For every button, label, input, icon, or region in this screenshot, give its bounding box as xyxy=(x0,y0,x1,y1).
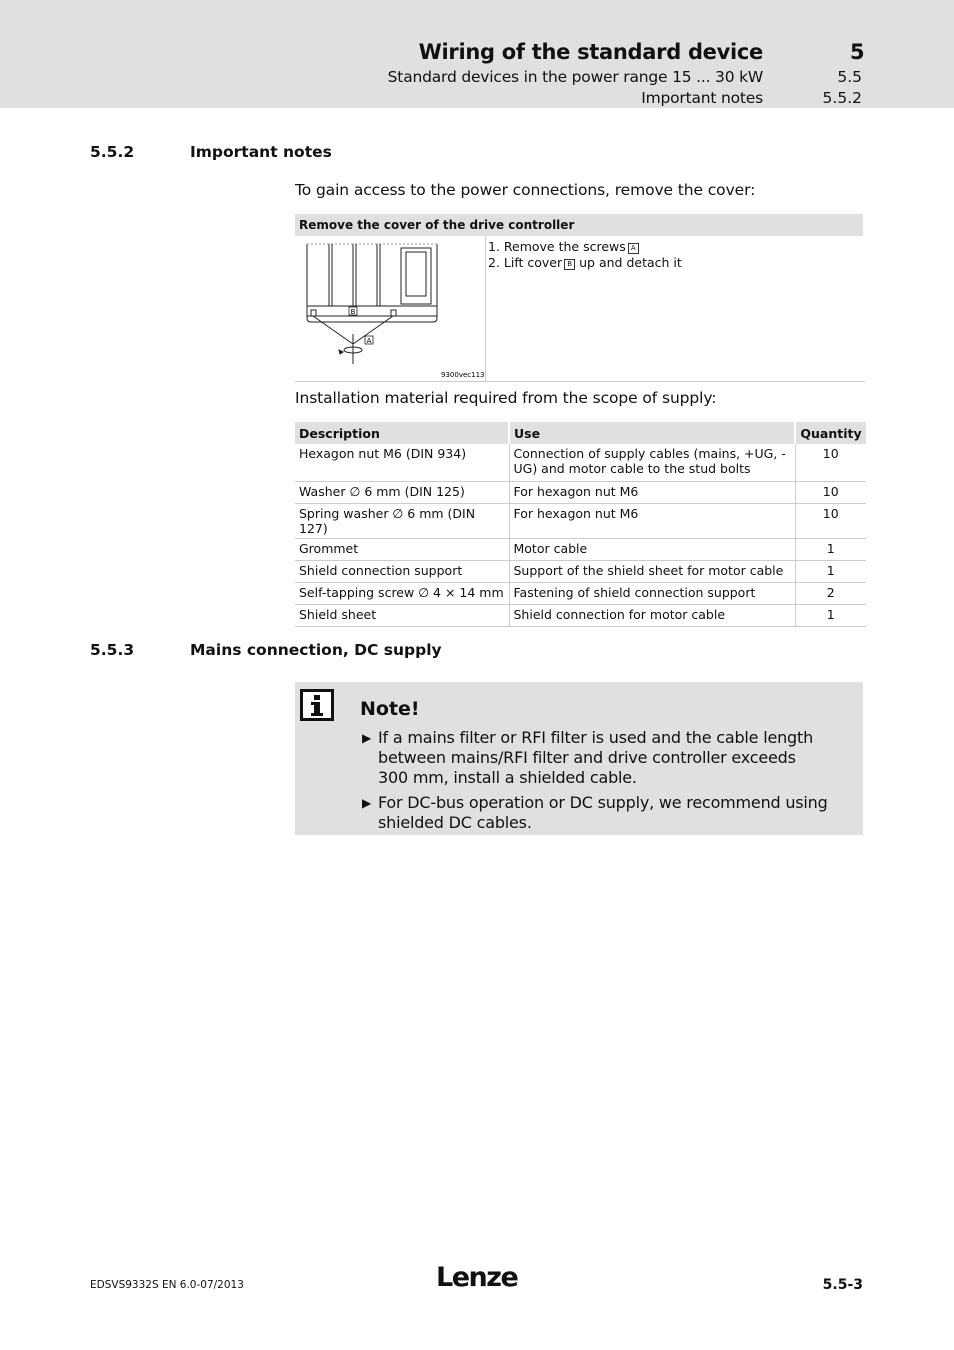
marker-a-icon: A xyxy=(628,243,639,254)
document-id: EDSVS9332S EN 6.0-07/2013 xyxy=(90,1279,244,1291)
section-heading: Mains connection, DC supply xyxy=(190,641,442,659)
table-row: Hexagon nut M6 (DIN 934) Connection of supply cables (mains, +UG, -UG) and motor cable to the stud bolts 10 xyxy=(295,444,866,482)
note-title: Note! xyxy=(360,698,420,720)
table-row: Spring washer ∅ 6 mm (DIN 127) For hexagon nut M6 10 xyxy=(295,504,866,539)
cover-box-heading: Remove the cover of the drive controller xyxy=(295,214,863,236)
table-row: Grommet Motor cable 1 xyxy=(295,539,866,561)
table-row: Self-tapping screw ∅ 4 × 14 mm Fastening of shield connection support 2 xyxy=(295,583,866,605)
page-header xyxy=(0,0,954,108)
note-item: ▶ If a mains filter or RFI filter is used and the cable length between mains/RFI filter and drive controller exceeds 300 mm, install a shielded cable. xyxy=(362,728,814,787)
step-1: 1. Remove the screws A xyxy=(488,239,682,255)
section-subtitle-number: 5.5 xyxy=(837,68,862,86)
chapter-title: Wiring of the standard device xyxy=(418,40,763,64)
section-number: 5.5.2 xyxy=(90,143,135,161)
page-number: 5.5-3 xyxy=(822,1277,863,1293)
brand-logo: Lenze xyxy=(436,1262,518,1293)
step-2: 2. Lift cover B up and detach it xyxy=(488,255,682,270)
drive-controller-illustration xyxy=(295,236,485,382)
table-row: Shield connection support Support of the shield sheet for motor cable 1 xyxy=(295,561,866,583)
figure-marker-a: A xyxy=(366,337,372,345)
figure-marker-b: B xyxy=(350,308,356,316)
table-row: Washer ∅ 6 mm (DIN 125) For hexagon nut M6 10 xyxy=(295,482,866,504)
marker-b-icon: B xyxy=(564,259,575,270)
note-box xyxy=(295,682,863,835)
section-heading: Important notes xyxy=(190,143,332,161)
material-intro: Installation material required from the scope of supply: xyxy=(295,389,717,407)
table-row: Shield sheet Shield connection for motor cable 1 xyxy=(295,605,866,627)
cover-figure xyxy=(295,236,486,382)
subsection-subtitle: Important notes xyxy=(641,89,763,107)
table-header-row xyxy=(295,422,866,444)
col-quantity: Quantity xyxy=(795,422,866,444)
info-icon xyxy=(300,689,334,721)
material-table xyxy=(295,422,866,627)
cover-steps xyxy=(488,239,682,271)
section-subtitle: Standard devices in the power range 15 ... 30 kW xyxy=(387,68,763,86)
chapter-number: 5 xyxy=(850,40,865,64)
col-description: Description xyxy=(295,422,509,444)
figure-label: 9300vec113 xyxy=(441,371,485,379)
note-item: ▶ For DC-bus operation or DC supply, we recommend using shielded DC cables. xyxy=(362,793,828,832)
bullet-arrow-icon: ▶ xyxy=(362,796,372,810)
col-use: Use xyxy=(509,422,795,444)
section-number: 5.5.3 xyxy=(90,641,135,659)
bullet-arrow-icon: ▶ xyxy=(362,731,372,745)
cover-removal-box xyxy=(295,214,863,382)
intro-paragraph: To gain access to the power connections, remove the cover: xyxy=(295,181,756,199)
subsection-subtitle-number: 5.5.2 xyxy=(822,89,862,107)
